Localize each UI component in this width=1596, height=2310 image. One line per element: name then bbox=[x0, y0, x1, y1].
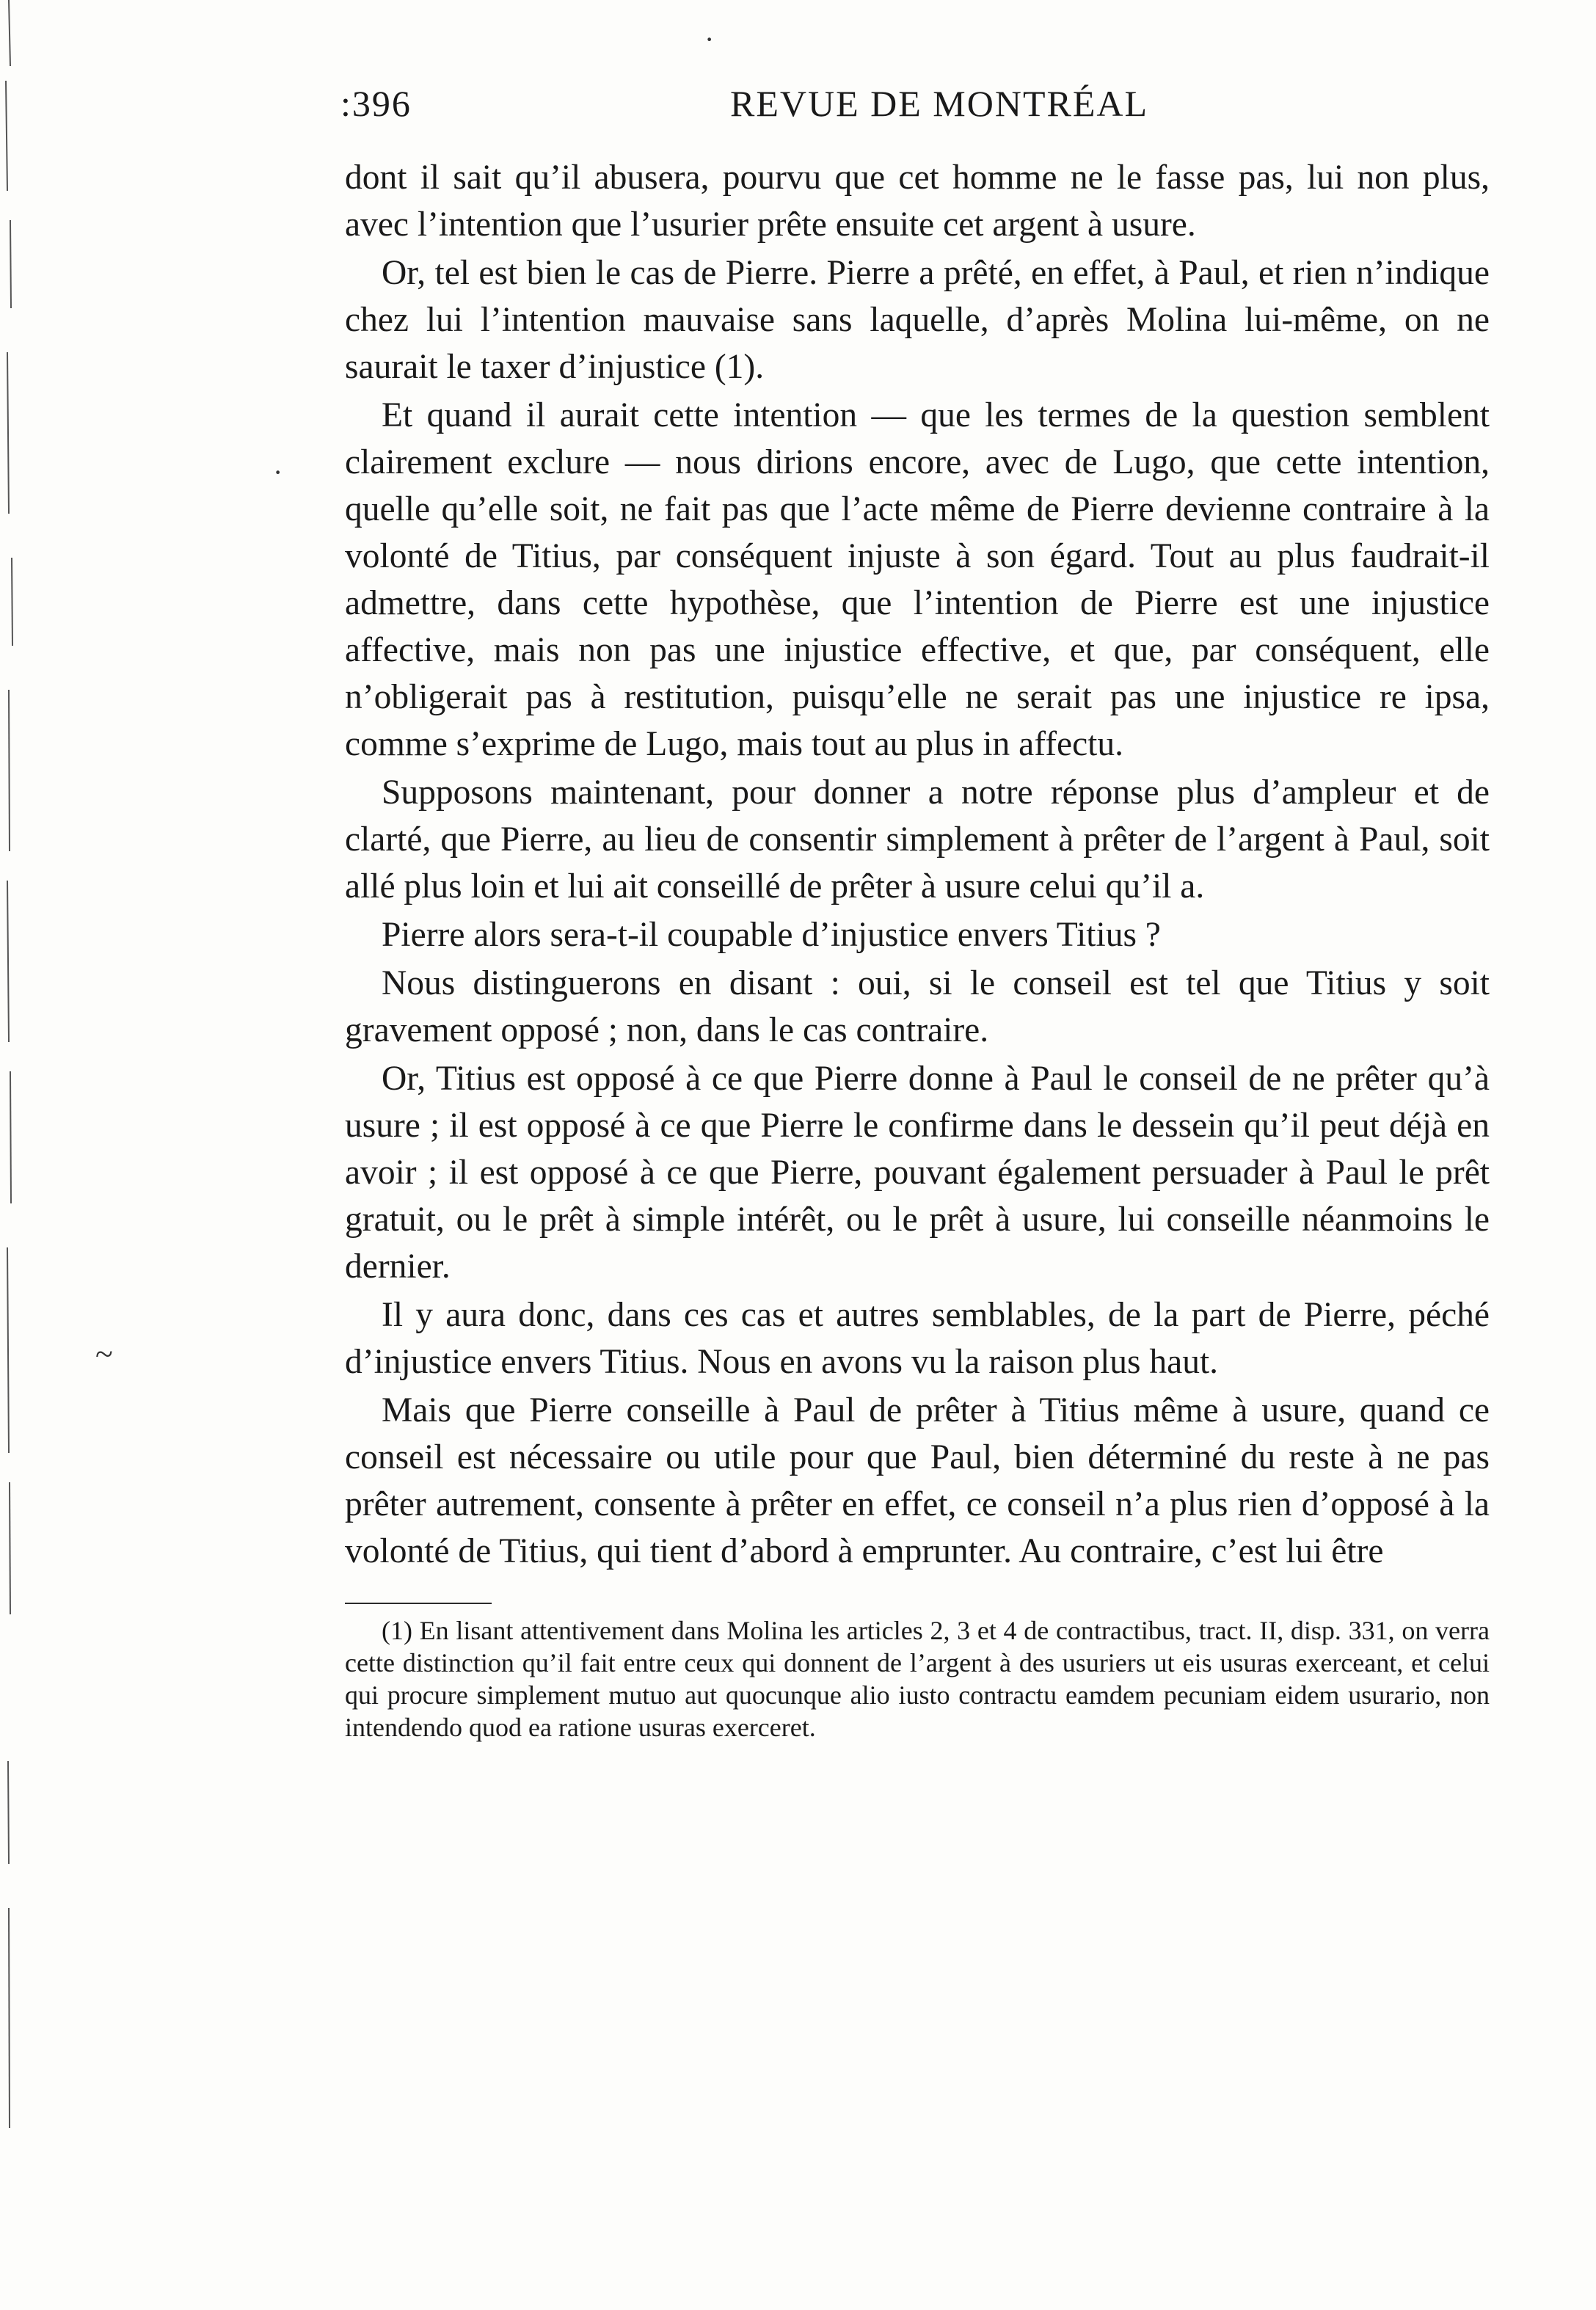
scan-edge-marks bbox=[0, 0, 29, 2310]
running-head bbox=[340, 73, 1490, 154]
paragraph: Or, Titius est opposé à ce que Pierre donne à Paul le conseil de ne prêter qu’à usure ; il est opposé à ce que Pierre le confirme dans le dessein qu’il peut déjà en avoir ; il est opposé à ce que Pierre, pouvant également persuader à Paul le prêt gratuit, ou le prêt à simple intérêt, ou le prêt à usure, lui conseille néanmoins le dernier. bbox=[345, 1060, 1490, 1286]
paragraph: Et quand il aurait cette intention — que les termes de la question semblent clairement exclure — nous dirions encore, avec de Lugo, que cette intention, quelle qu’elle soit, ne fait pas que l’acte même de Pierre devienne contraire à la volonté de Titius, par conséquent injuste à son égard. Tout au plus faudrait-il admettre, dans cette hypothèse, que l’intention de Pierre est une injustice affective, mais non pas une injustice effective, et que, par conséquent, elle n’obligerait pas à restitution, puisqu’elle ne serait pas une injustice re ipsa, comme s’exprime de Lugo, mais tout au plus in affectu. bbox=[345, 396, 1490, 763]
paragraph: Or, tel est bien le cas de Pierre. Pierre a prêté, en effet, à Paul, et rien n’indique chez lui l’intention mauvaise sans laquelle, d’après Molina lui-même, on ne saurait le taxer d’injustice (1). bbox=[345, 254, 1490, 386]
paragraph: Mais que Pierre conseille à Paul de prêter à Titius même à usure, quand ce conseil est nécessaire ou utile pour que Paul, bien déterminé du reste à ne pas prêter autrement, consente à prêter en effet, ce conseil n’a plus rien d’opposé à la volonté de Titius, qui tient d’abord à emprunter. Au contraire, c’est lui être bbox=[345, 1391, 1490, 1570]
running-title: REVUE DE MONTRÉAL bbox=[729, 83, 1149, 124]
footnote-rule bbox=[345, 1603, 492, 1604]
footnote: (1) En lisant attentivement dans Molina les articles 2, 3 et 4 de contractibus, tract. II, disp. 331, on verra cette distinction qu’il fait entre ceux qui donnent de l’argent à des usuriers ut eis usuras exerceant, et celui qui procure simplement mutuo aut quocunque alio iusto contractu eamdem pecuniam eidem usurario, non intendendo quod ea ratione usuras exerceret. bbox=[345, 1616, 1490, 1742]
scan-speck: ~ bbox=[95, 1336, 113, 1372]
paragraph: Supposons maintenant, pour donner a notre réponse plus d’ampleur et de clarté, que Pierre, au lieu de consentir simplement à prêter de l’argent à Paul, soit allé plus loin et lui ait conseillé de prêter à usure celui qu’il a. bbox=[345, 773, 1490, 906]
page bbox=[340, 73, 1490, 1744]
scan-speck: · bbox=[273, 456, 283, 489]
paragraph: Il y aura donc, dans ces cas et autres semblables, de la part de Pierre, péché d’injustice envers Titius. Nous en avons vu la raison plus haut. bbox=[345, 1296, 1490, 1381]
page-number: :396 bbox=[340, 83, 412, 124]
paragraph: Nous distinguerons en disant : oui, si le conseil est tel que Titius y soit gravement opposé ; non, dans le cas contraire. bbox=[345, 964, 1490, 1049]
body-text bbox=[345, 154, 1490, 1575]
paragraph: dont il sait qu’il abusera, pourvu que cet homme ne le fasse pas, lui non plus, avec l’intention que l’usurier prête ensuite cet argent à usure. bbox=[345, 159, 1490, 244]
paragraph: Pierre alors sera-t-il coupable d’injustice envers Titius ? bbox=[382, 916, 1161, 954]
scan-speck: · bbox=[704, 23, 715, 56]
